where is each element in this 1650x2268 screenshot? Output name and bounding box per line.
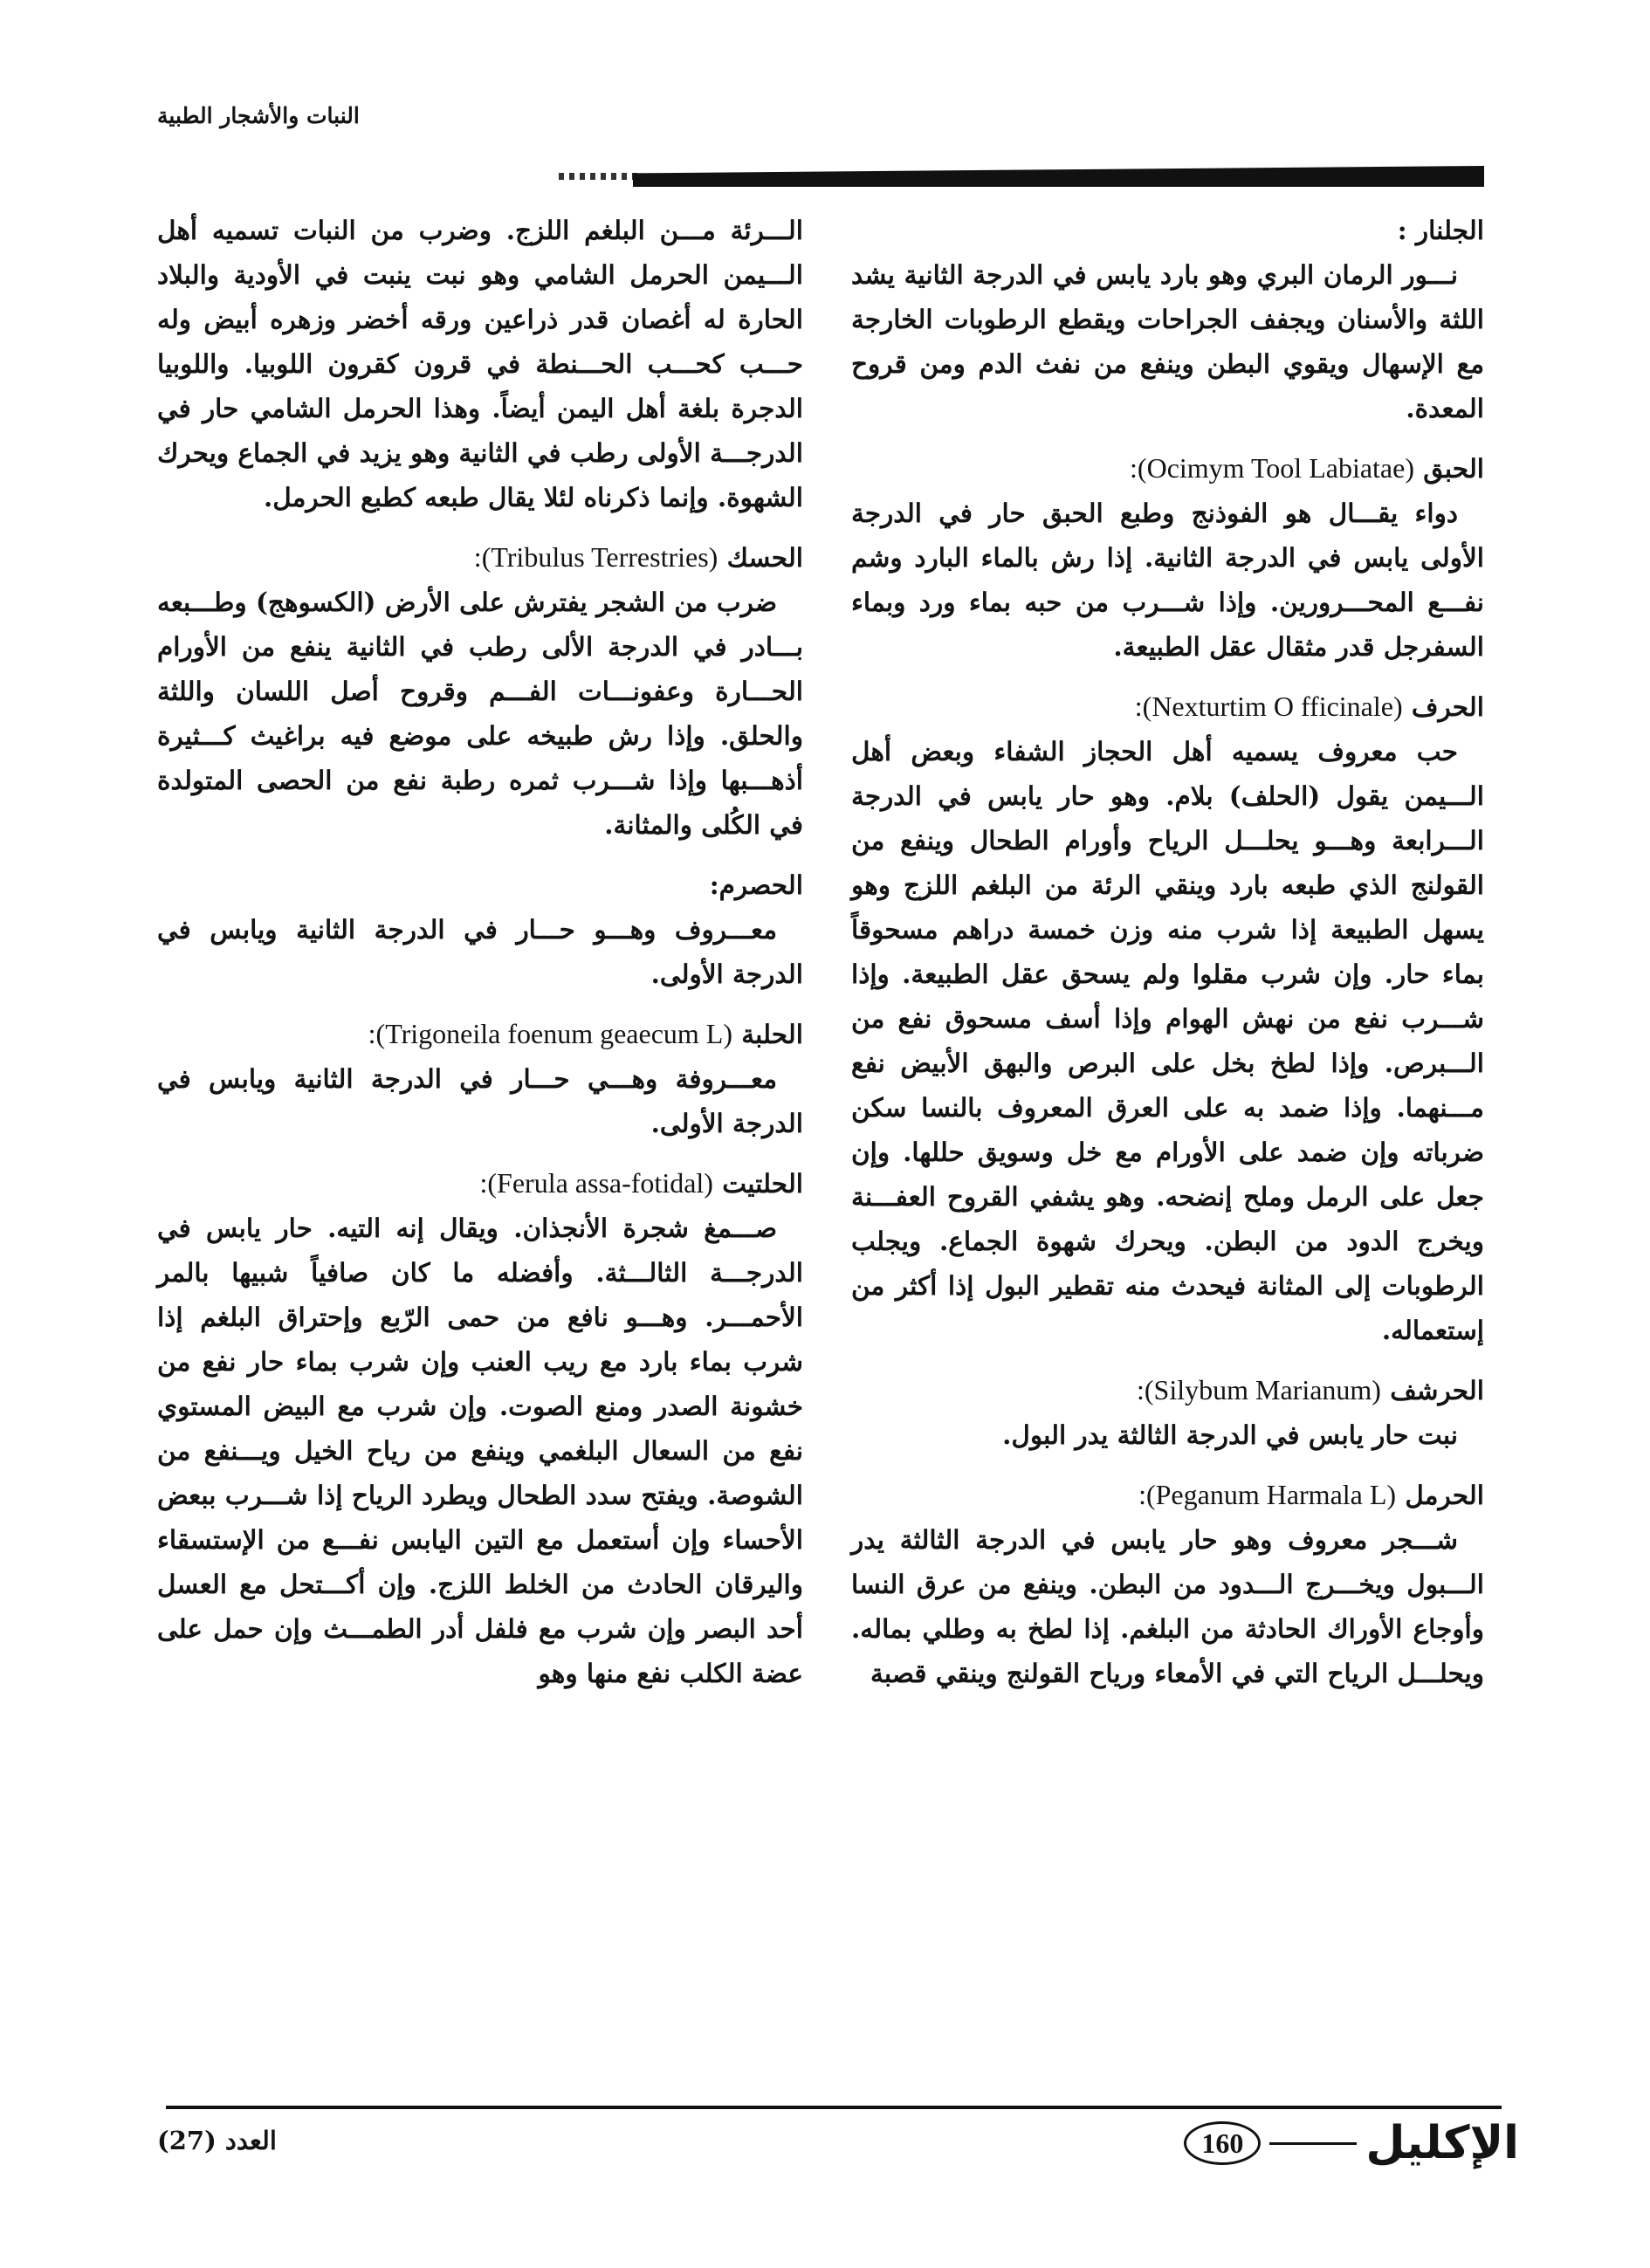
entry-harmal-continued	[157, 208, 803, 519]
page-number: 160	[1184, 2121, 1261, 2165]
entry-latin-name: (Ocimym Tool Labiatae):	[1130, 452, 1414, 484]
entry-headword: الحسك	[726, 542, 803, 573]
entry-heading	[157, 1012, 803, 1056]
footer-rule	[166, 2106, 1502, 2109]
entry-latin-name: (Tribulus Terrestries):	[473, 541, 718, 573]
right-column	[851, 208, 1484, 1711]
entry-heading	[851, 446, 1484, 491]
entry-headword: الحصرم:	[709, 869, 803, 900]
entry-heading	[157, 535, 803, 580]
entry-latin-name: (Trigoneila foenum geaecum L):	[368, 1018, 732, 1049]
issue-number: العدد (27)	[157, 2126, 277, 2155]
entry-heading	[851, 208, 1484, 252]
running-head: النبات والأشجار الطبية	[157, 103, 360, 128]
entry-headword: الحلتيت	[722, 1168, 803, 1199]
entry-headword: الحلبة	[741, 1019, 803, 1049]
entry-headword: الحرشف	[1390, 1375, 1484, 1405]
entry-jullanar	[851, 208, 1484, 430]
header-rule	[633, 166, 1484, 187]
entry-heading	[851, 1368, 1484, 1412]
entry-heading	[851, 1473, 1484, 1517]
entry-hisrim	[157, 863, 803, 996]
entry-hurf	[851, 684, 1484, 1352]
entry-body: نـــور الرمان البري وهو بارد يابس في الدرجة الثانية يشد اللثة والأسنان ويجفف الجراحات ويقطع الرطوبات الخارجة مع الإسهال ويقوي البطن وينفع من نفث الدم ومن قروح المعدة.	[851, 259, 1484, 423]
entry-hulba	[157, 1012, 803, 1145]
entry-body: ضرب من الشجر يفترش على الأرض (الكسوهج) وطـــبعه بـــادر في الدرجة الألى رطب في الثانية ينفع من الأورام الحـــارة وعفونـــات الفـــم وقروح أصل اللسان واللثة والحلق. وإذا رش طبيخه على موضع فيه براغيث كـــثيرة أذهـــبها وإذا شـــرب ثمره رطبة نفع من الحصى المتولدة في الكُلى والمثانة.	[157, 587, 803, 840]
entry-hasak	[157, 535, 803, 847]
entry-heading	[157, 1161, 803, 1206]
footer-divider	[1269, 2142, 1357, 2145]
entry-body: حب معروف يسميه أهل الحجاز الشفاء وبعض أهل الـــيمن يقول (الحلف) بلام. وهو حار يابس في الدرجة الـــرابعة وهـــو يحلـــل الرياح وأورام الطحال وينفع من القولنج الذي طبعه بارد وينقي الرئة من البلغم اللزج وهو يسهل الطبيعة إذا شرب منه وزن خمسة دراهم مسحوقاً بماء حار. وإن شرب مقلوا ولم يسحق عقل الطبيعة. وإذا شـــرب نفع من نهش الهوام وإذا أسف مسحوق نفع من الـــبرص. وإذا لطخ بخل على البرص والبهق الأبيض نفع مـــنهما. وإذا ضمد به على العرق المعروف بالنسا سكن ضرباته وإن ضمد على الأورام مع خل وسويق حللها. وإن جعل على الرمل وملح إنضحه. وهو يشفي القروح العفـــنة ويخرج الدود من البطن. ويحرك شهوة الجماع. ويجلب الرطوبات إلى المثانة فيحدث منه تقطير البول إذا أكثر من إستعماله.	[851, 736, 1484, 1345]
entry-latin-name: (Peganum Harmala L):	[1138, 1479, 1397, 1510]
header-rule-fade	[559, 173, 637, 180]
entry-latin-name: (Silybum Marianum):	[1136, 1374, 1381, 1405]
magazine-title: الإكليل	[1365, 2117, 1519, 2169]
entry-body: دواء يقـــال هو الفوذنج وطبع الحبق حار في الدرجة الأولى يابس في الدرجة الثانية. إذا رش بالماء البارد وشم نفـــع المحـــرورين. وإذا شـــرب من حبه بماء ورد وبماء السفرجل قدر مثقال عقل الطبيعة.	[851, 498, 1484, 662]
entry-hiltit	[157, 1161, 803, 1695]
entry-headword: الحرف	[1411, 691, 1484, 722]
entry-body: الـــرئة مـــن البلغم اللزج. وضرب من النبات تسميه أهل الـــيمن الحرمل الشامي وهو نبت ينبت في الأودية والبلاد الحارة له أغصان قدر ذراعين ورقه أخضر وزهره أبيض وله حـــب كحـــب الحـــنطة في قرون كقرون اللوبيا. واللوبيا الدجرة بلغة أهل اليمن أيضاً. وهذا الحرمل الشامي حار في الدرجـــة الأولى رطب في الثانية وهو يزيد في الجماع ويحرك الشهوة. وإنما ذكرناه لئلا يقال طبعه كطبع الحرمل.	[157, 215, 803, 512]
entry-body: نبت حار يابس في الدرجة الثالثة يدر البول.	[1002, 1419, 1458, 1450]
entry-harshaf	[851, 1368, 1484, 1457]
entry-body: معـــروفة وهـــي حـــار في الدرجة الثانية ويابس في الدرجة الأولى.	[157, 1063, 803, 1138]
entry-latin-name: (Ferula assa-fotidal):	[479, 1167, 713, 1199]
entry-body: شـــجر معروف وهو حار يابس في الدرجة الثالثة يدر الـــبول ويخـــرج الـــدود من البطن. وينفع من عرق النسا وأوجاع الأوراك الحادثة من البلغم. إذا لطخ به وطلي بماله. ويحلـــل الرياح التي في الأمعاء ورياح القولنج وينقي قصبة	[851, 1524, 1484, 1688]
entry-heading	[851, 684, 1484, 729]
footer-masthead	[1184, 2117, 1519, 2169]
left-column	[157, 208, 803, 1711]
entry-headword: الحرمل	[1405, 1480, 1484, 1510]
entry-latin-name: (Nexturtim O fficinale):	[1134, 691, 1403, 722]
entry-body: معـــروف وهـــو حـــار في الدرجة الثانية ويابس في الدرجة الأولى.	[157, 914, 803, 989]
entry-harmal	[851, 1473, 1484, 1695]
entry-body: صـــمغ شجرة الأنجذان. ويقال إنه التيه. حار يابس في الدرجـــة الثالـــثة. وأفضله ما كان صافياً شبيها بالمر الأحمـــر. وهـــو نافع من حمى الرّبع وإحتراق البلغم إذا شرب بماء بارد مع ريب العنب وإن شرب بماء حار نفع من خشونة الصدر ومنع الصوت. وإن شرب مع البيض المستوي نفع من السعال البلغمي وينفع من رياح الخيل ويـــنفع من الشوصة. ويفتح سدد الطحال ويطرد الرياح إذا شـــرب ببعض الأحساء وإن أستعمل مع التين اليابس نفـــع من الإستسقاء واليرقان الحادث من الخلط اللزج. وإن أكـــتحل مع العسل أحد البصر وإن شرب مع فلفل أدر الطمـــث وإن حمل على عضة الكلب نفع منها وهو	[157, 1213, 803, 1688]
entry-headword: الحبق	[1423, 453, 1484, 484]
entry-headword: الجلنار :	[1397, 215, 1484, 245]
entry-habaq	[851, 446, 1484, 669]
entry-heading	[157, 863, 803, 907]
